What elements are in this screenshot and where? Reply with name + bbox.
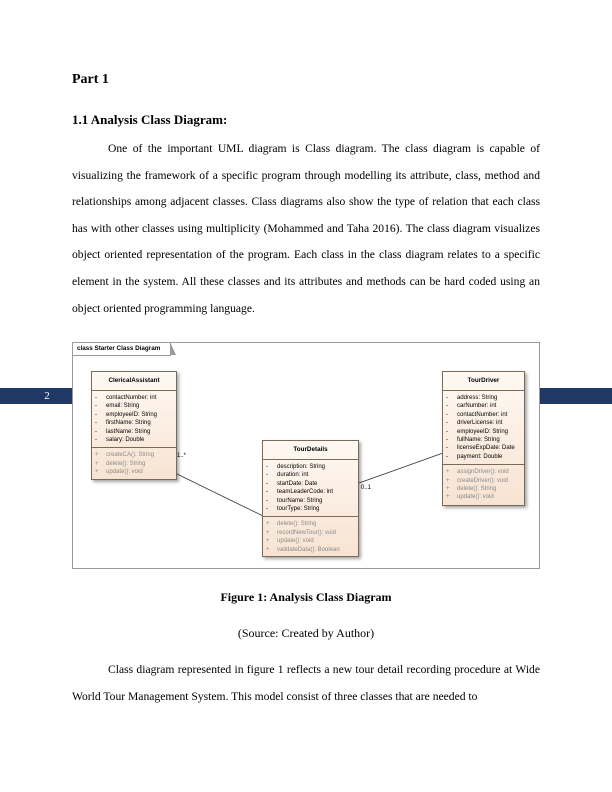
visibility-marker: -: [95, 420, 97, 427]
attributes-section: [92, 391, 176, 448]
visibility-marker: -: [446, 428, 448, 435]
member-text: startDate: Date: [277, 480, 318, 487]
member-text: employeeID: String: [457, 428, 509, 435]
page-number: 2: [44, 390, 50, 402]
visibility-marker: -: [95, 411, 97, 418]
member-text: tourName: String: [277, 497, 323, 504]
class-member: [263, 546, 358, 554]
class-member: [263, 537, 358, 545]
visibility-marker: +: [446, 494, 450, 501]
member-text: delete(): String: [457, 486, 497, 493]
visibility-marker: -: [266, 489, 268, 496]
member-text: payment: Double: [457, 453, 503, 460]
multiplicity-label: 1..*: [177, 453, 187, 459]
visibility-marker: -: [446, 445, 448, 452]
member-text: delete(): String: [277, 521, 317, 528]
member-text: carNumber: int: [457, 403, 497, 410]
visibility-marker: -: [266, 506, 268, 513]
class-member: [263, 463, 358, 471]
member-text: address: String: [457, 395, 498, 401]
class-member: [92, 411, 176, 419]
class-member: [263, 471, 358, 479]
member-text: firstName: String: [106, 420, 151, 427]
class-box-clerical-assistant[interactable]: [91, 371, 177, 480]
visibility-marker: +: [266, 546, 270, 553]
visibility-marker: +: [446, 486, 450, 493]
class-member: [443, 436, 524, 444]
attributes-section: [443, 391, 524, 465]
class-member: [443, 394, 524, 402]
member-text: update(): void: [457, 494, 494, 501]
association-clerical-tourdetails: [177, 474, 263, 516]
visibility-marker: +: [266, 529, 270, 536]
member-text: contactNumber: int: [457, 411, 508, 418]
class-member: [263, 488, 358, 496]
diagram-frame-label: class Starter Class Diagram: [73, 343, 171, 356]
class-member: [443, 468, 524, 476]
visibility-marker: +: [95, 460, 99, 467]
member-text: delete(): String: [106, 460, 146, 467]
class-member: [92, 468, 176, 476]
class-member: [92, 419, 176, 427]
member-text: email: String: [106, 403, 140, 410]
part-heading: Part 1: [72, 72, 109, 87]
visibility-marker: -: [95, 437, 97, 444]
operations-section: [92, 448, 176, 479]
class-diagram: [72, 342, 540, 569]
attributes-section: [263, 460, 358, 517]
member-text: tourType: String: [277, 506, 320, 513]
class-member: [92, 451, 176, 459]
operations-section: [443, 465, 524, 505]
class-name: ClericalAssistant: [92, 372, 176, 391]
visibility-marker: -: [446, 420, 448, 427]
member-text: createDriver(): void: [457, 477, 509, 484]
class-member: [263, 520, 358, 528]
member-text: recordNewTour(): void: [277, 529, 337, 536]
visibility-marker: +: [95, 469, 99, 476]
class-name: TourDetails: [263, 441, 358, 460]
figure-source: (Source: Created by Author): [237, 626, 375, 640]
visibility-marker: -: [446, 403, 448, 410]
visibility-marker: +: [266, 538, 270, 545]
figure-caption: Figure 1: Analysis Class Diagram: [220, 590, 392, 604]
class-member: [443, 402, 524, 410]
member-text: salary: Double: [106, 437, 145, 444]
visibility-marker: +: [266, 521, 270, 528]
class-box-tour-details[interactable]: [262, 440, 359, 557]
intro-paragraph: One of the important UML diagram is Class diagram. The class diagram is capable of visualizing the framework of a specific program through modelling its attribute, class, method and relationships among adjacent classes. Class diagrams also show the type of relation that each class has with other classes using multiplicity (Mohammed and Taha 2016). The class diagram visualizes object oriented representation of the program. Each class in the class diagram relates to a specific element in the system. All these classes and its attributes and methods can be hard coded using an object oriented programming language.: [72, 142, 540, 315]
class-member: [443, 428, 524, 436]
visibility-marker: -: [95, 395, 97, 401]
member-text: validateData(): Boolean: [277, 546, 340, 553]
visibility-marker: -: [446, 395, 448, 401]
class-member: [92, 402, 176, 410]
association-tourdetails-tourdriver: [359, 453, 443, 483]
class-member: [92, 394, 176, 402]
member-text: assignDriver(): void: [457, 469, 509, 476]
member-text: description: String: [277, 464, 326, 470]
operations-section: [263, 517, 358, 557]
class-member: [92, 460, 176, 468]
visibility-marker: -: [266, 480, 268, 487]
visibility-marker: +: [446, 469, 450, 476]
multiplicity-label: 0..1: [361, 485, 372, 491]
visibility-marker: -: [95, 403, 97, 410]
visibility-marker: -: [446, 411, 448, 418]
class-member: [263, 505, 358, 513]
class-member: [263, 497, 358, 505]
class-member: [263, 480, 358, 488]
visibility-marker: -: [266, 472, 268, 479]
member-text: duration: int: [277, 472, 309, 479]
visibility-marker: -: [266, 497, 268, 504]
member-text: fullName: String: [457, 437, 500, 444]
visibility-marker: +: [446, 477, 450, 484]
class-member: [443, 419, 524, 427]
visibility-marker: +: [95, 452, 99, 459]
member-text: contactNumber: int: [106, 395, 157, 401]
member-text: teamLeaderCode: int: [277, 489, 334, 496]
member-text: update(): void: [106, 469, 143, 476]
member-text: update(): void: [277, 538, 314, 545]
visibility-marker: -: [266, 464, 268, 470]
description-paragraph: Class diagram represented in figure 1 reflects a new tour detail recording procedure at Wide World Tour Management System. This model consist of three classes that are needed to: [72, 663, 540, 703]
class-member: [443, 493, 524, 501]
visibility-marker: -: [446, 453, 448, 460]
class-member: [92, 436, 176, 444]
visibility-marker: -: [95, 428, 97, 435]
class-member: [443, 453, 524, 461]
visibility-marker: -: [446, 437, 448, 444]
class-member: [443, 411, 524, 419]
class-member: [263, 529, 358, 537]
class-member: [92, 428, 176, 436]
member-text: lastName: String: [106, 428, 151, 435]
section-heading: 1.1 Analysis Class Diagram:: [72, 112, 228, 127]
class-box-tour-driver[interactable]: [442, 371, 525, 506]
class-name: TourDriver: [443, 372, 524, 391]
class-member: [443, 477, 524, 485]
member-text: licenseExpDate: Date: [457, 445, 515, 452]
member-text: employeeID: String: [106, 411, 158, 418]
member-text: driverLicense: int: [457, 420, 503, 427]
class-member: [443, 485, 524, 493]
class-member: [443, 444, 524, 452]
member-text: createCA(): String: [106, 452, 155, 459]
